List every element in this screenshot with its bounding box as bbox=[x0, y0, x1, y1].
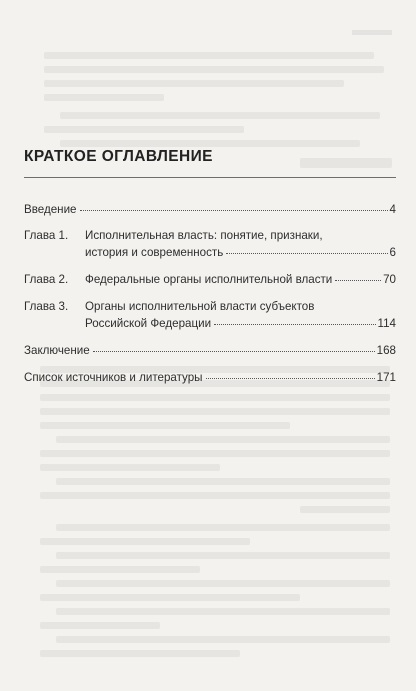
toc-entry-number: Глава 1. bbox=[24, 229, 69, 242]
dot-leader bbox=[206, 378, 375, 379]
toc-entry-text: Органы исполнительной власти субъектов bbox=[85, 300, 315, 313]
toc-entry-text: Федеральные органы исполнительной власти bbox=[85, 273, 333, 286]
toc-entry-text: Список источников и литературы bbox=[24, 371, 203, 384]
toc-entry-body bbox=[85, 271, 396, 288]
toc-entry-page: 114 bbox=[377, 317, 396, 330]
toc-entry-body bbox=[85, 298, 396, 332]
dot-leader bbox=[335, 280, 381, 281]
toc-entry-body bbox=[24, 369, 396, 386]
title-rule bbox=[24, 177, 396, 178]
toc-entry-page: 171 bbox=[376, 371, 396, 384]
toc-entry-body bbox=[85, 227, 396, 261]
dot-leader bbox=[93, 351, 375, 352]
toc-entry-number: Глава 3. bbox=[24, 300, 69, 313]
toc-title: КРАТКОЕ ОГЛАВЛЕНИЕ bbox=[24, 148, 213, 165]
toc-entry-chapter-1[interactable] bbox=[24, 227, 396, 261]
toc-entry-page: 168 bbox=[376, 344, 396, 357]
toc-entry-line bbox=[85, 227, 396, 244]
toc-entry-line bbox=[85, 298, 396, 315]
toc-entry-line bbox=[85, 244, 396, 261]
toc-entry-chapter-3[interactable] bbox=[24, 298, 396, 332]
toc-entry-references[interactable] bbox=[24, 369, 396, 386]
toc-entry-line bbox=[24, 369, 396, 386]
toc-entry-line bbox=[24, 342, 396, 359]
toc-entry-text: Российской Федерации bbox=[85, 317, 212, 330]
toc-entry-line bbox=[85, 315, 396, 332]
toc-entry-conclusion[interactable] bbox=[24, 342, 396, 359]
dot-leader bbox=[214, 324, 375, 325]
dot-leader bbox=[226, 253, 387, 254]
toc-entry-introduction[interactable] bbox=[24, 201, 396, 218]
toc-entry-line bbox=[85, 271, 396, 288]
toc-entry-number: Глава 2. bbox=[24, 273, 69, 286]
toc-entry-body bbox=[24, 342, 396, 359]
toc-entry-page: 4 bbox=[389, 203, 396, 216]
toc-entry-text: Введение bbox=[24, 203, 77, 216]
toc-entry-page: 70 bbox=[383, 273, 396, 286]
toc-entry-text: история и современность bbox=[85, 246, 224, 259]
dot-leader bbox=[80, 210, 388, 211]
table-of-contents bbox=[24, 148, 396, 386]
toc-entries bbox=[24, 201, 396, 386]
bleed-through-header-mark bbox=[352, 30, 392, 35]
toc-entry-chapter-2[interactable] bbox=[24, 271, 396, 288]
toc-entry-body bbox=[24, 201, 396, 218]
toc-entry-page: 6 bbox=[389, 246, 396, 259]
toc-entry-text: Заключение bbox=[24, 344, 90, 357]
toc-entry-line bbox=[24, 201, 396, 218]
toc-entry-text: Исполнительная власть: понятие, признаки, bbox=[85, 229, 323, 242]
